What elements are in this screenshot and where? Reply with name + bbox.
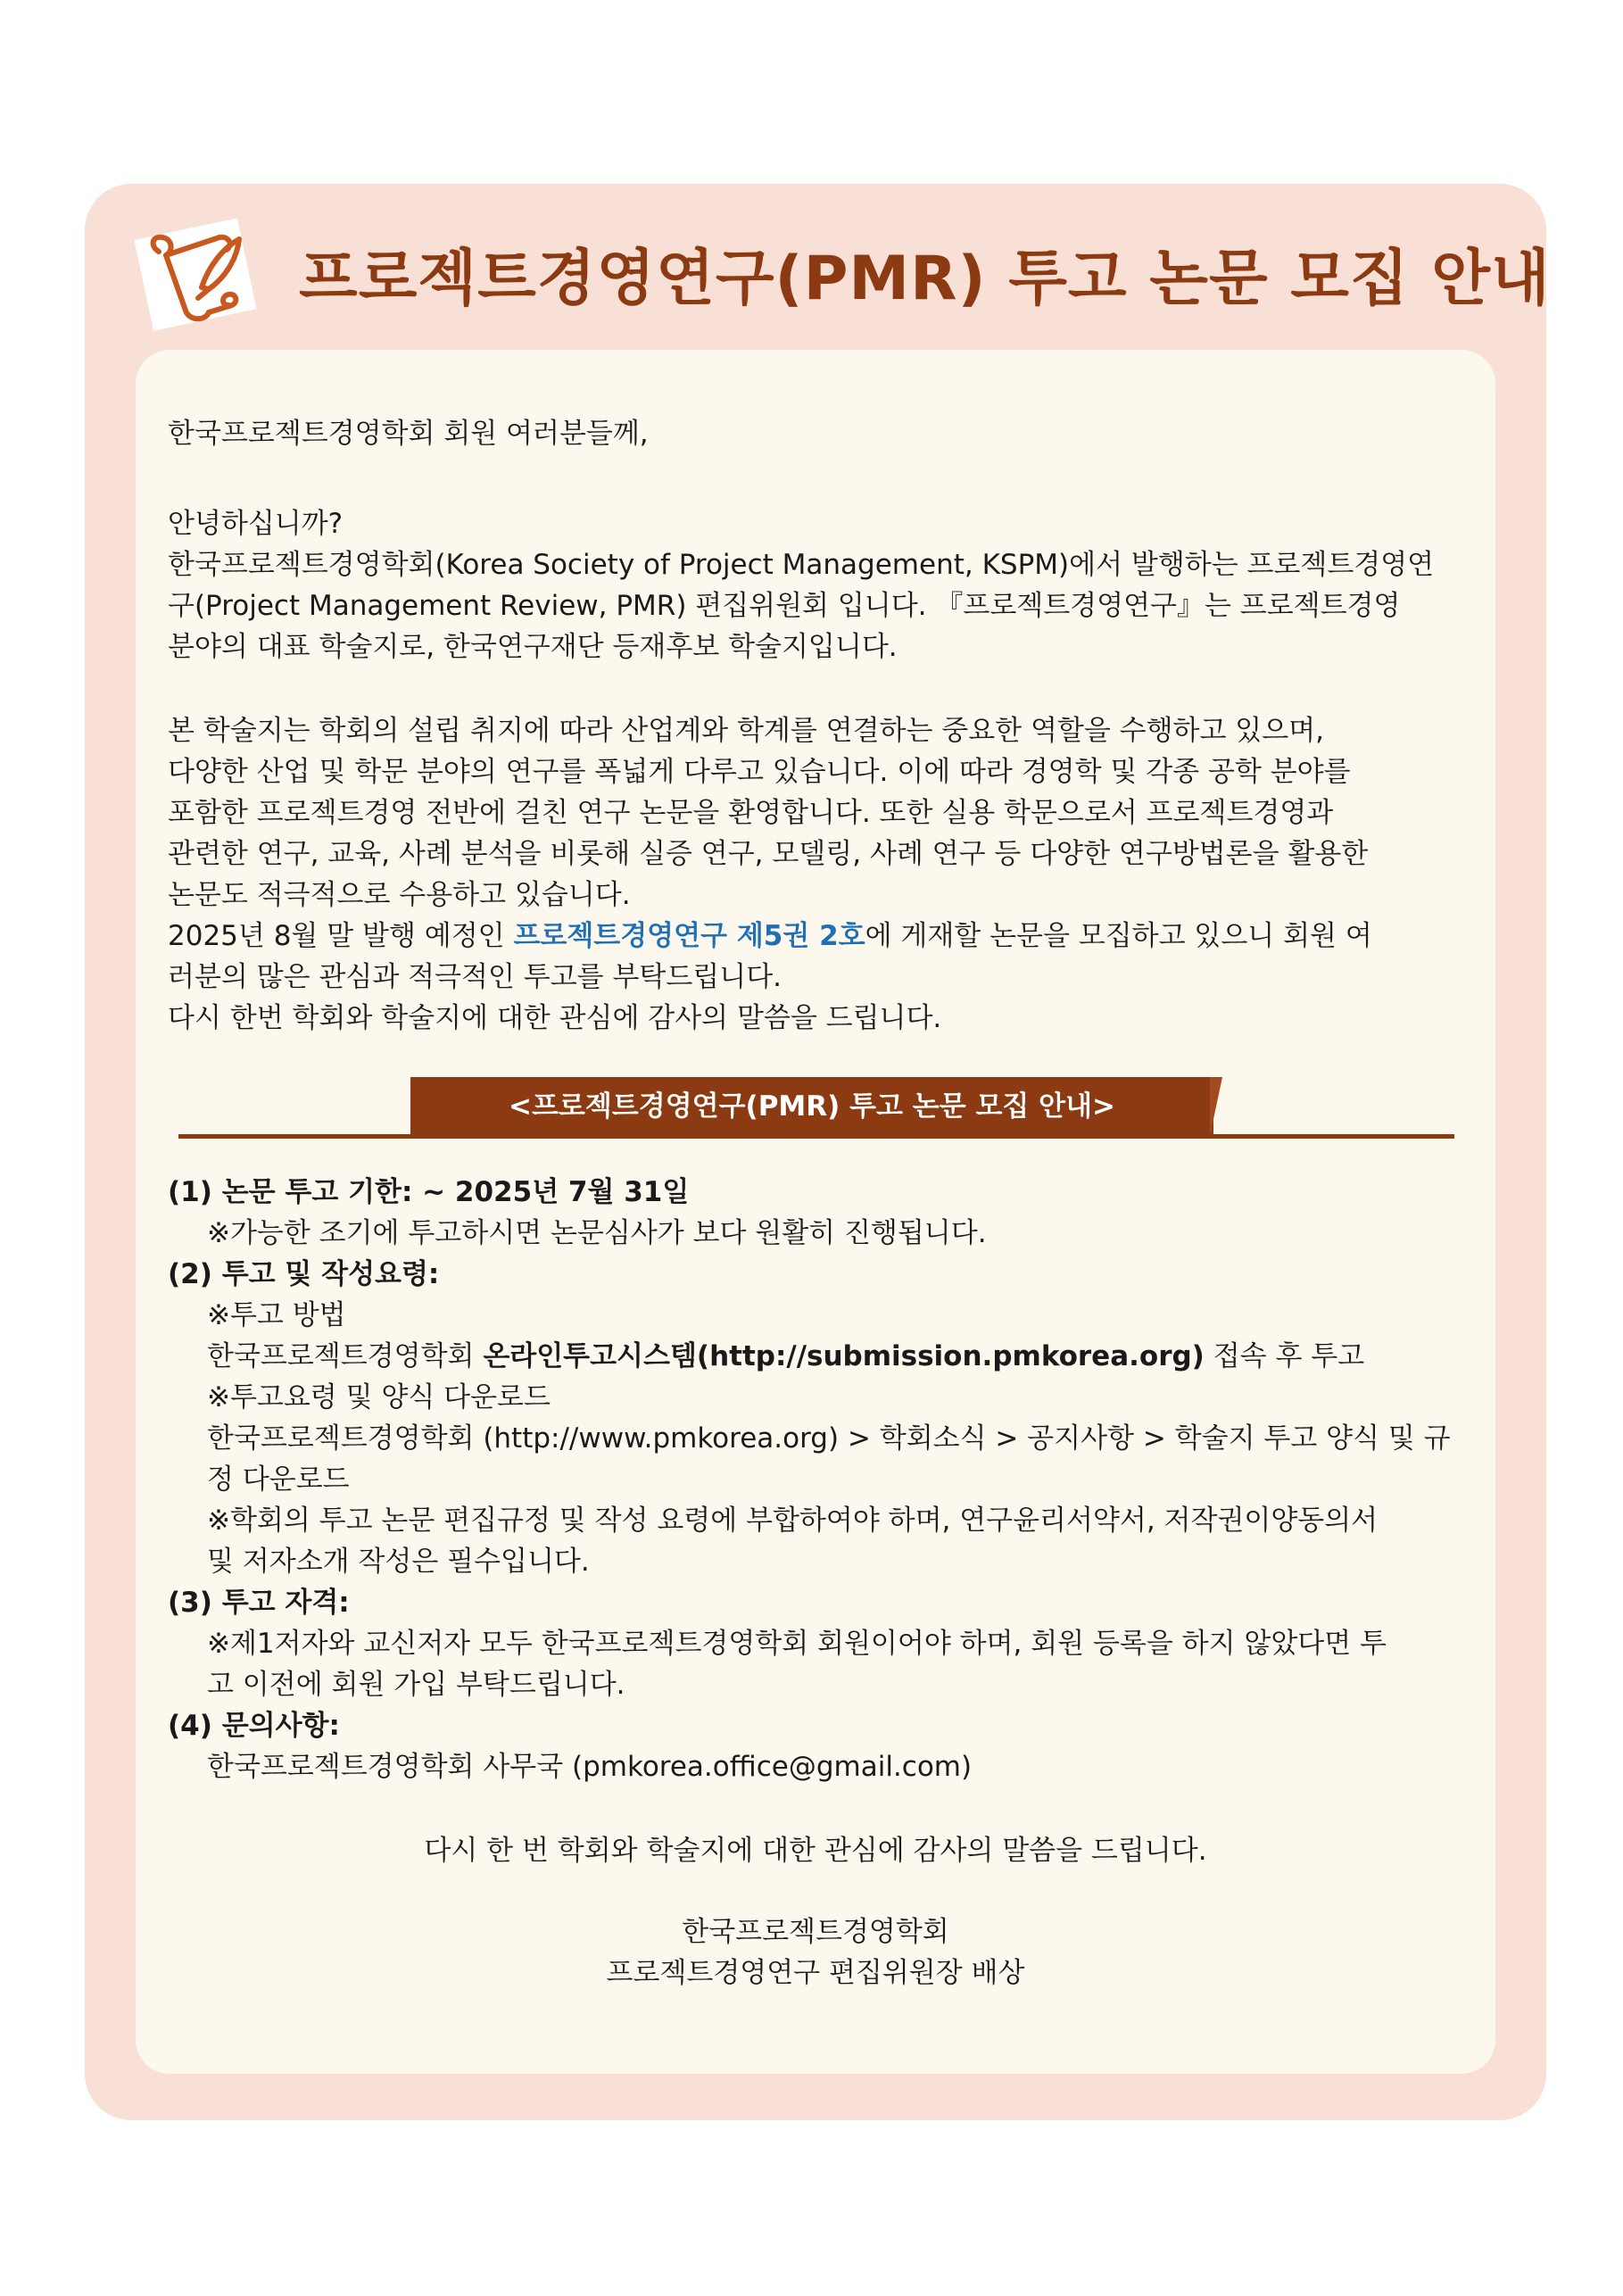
body-line: 다양한 산업 및 학문 분야의 연구를 폭넓게 다루고 있습니다. 이에 따라 경영학 및 각종 공학 분야를: [168, 756, 1351, 788]
intro-line: 한국프로젝트경영학회(Korea Society of Project Management, KSPM)에서 발행하는 프로젝트경영연: [168, 549, 1435, 581]
section-note: ※제1저자와 교신저자 모두 한국프로젝트경영학회 회원이어야 하며, 회원 등록을 하지 않았다면 투: [207, 1628, 1387, 1660]
call-text: 에 게재할 논문을 모집하고 있으니 회원 여: [865, 920, 1372, 952]
scroll-quill-icon: [123, 212, 264, 337]
download-path: 한국프로젝트경영학회 (http://www.pmkorea.org) > 학회소식 > 공지사항 > 학술지 투고 양식 및 규: [207, 1422, 1451, 1455]
page-title: 프로젝트경영연구(PMR) 투고 논문 모집 안내: [299, 244, 1551, 314]
call-line: 러분의 많은 관심과 적극적인 투고를 부탁드립니다.: [168, 961, 782, 993]
intro-line: 안녕하십니까?: [168, 508, 344, 540]
section-note: ※투고요령 및 양식 다운로드: [207, 1381, 551, 1413]
submission-line: [207, 1336, 1364, 1377]
contact-email: 한국프로젝트경영학회 사무국 (pmkorea.office@gmail.com): [207, 1751, 973, 1783]
submission-text: 한국프로젝트경영학회: [207, 1340, 484, 1372]
intro-line: 구(Project Management Review, PMR) 편집위원회 입니다. 『프로젝트경영연구』는 프로젝트경영: [168, 590, 1401, 622]
body-line: 관련한 연구, 교육, 사례 분석을 비롯해 실증 연구, 모델링, 사례 연구 등 다양한 연구방법론을 활용한: [168, 838, 1369, 870]
section-deadline-title: (1) 논문 투고 기한: ~ 2025년 7월 31일: [168, 1176, 690, 1208]
call-text: 2025년 8월 말 발행 예정인: [168, 920, 514, 952]
banner-title: <프로젝트경영연구(PMR) 투고 논문 모집 안내>: [508, 1090, 1116, 1123]
submission-system-link[interactable]: 온라인투고시스템: [483, 1340, 697, 1372]
submission-url-link[interactable]: (http://submission.pmkorea.org): [696, 1340, 1205, 1372]
body-line: 포함한 프로젝트경영 전반에 걸친 연구 논문을 환영합니다. 또한 실용 학문으로서 프로젝트경영과: [168, 797, 1334, 829]
call-line: [168, 916, 1372, 957]
section-guidelines-title: (2) 투고 및 작성요령:: [168, 1258, 440, 1290]
section-note: 및 저자소개 작성은 필수입니다.: [207, 1546, 590, 1578]
section-contact-title: (4) 문의사항:: [168, 1710, 340, 1742]
section-eligibility-title: (3) 투고 자격:: [168, 1587, 350, 1619]
section-note: ※투고 방법: [207, 1299, 346, 1331]
closing-thanks: 다시 한 번 학회와 학술지에 대한 관심에 감사의 말씀을 드립니다.: [424, 1835, 1207, 1867]
closing-signer: 프로젝트경영연구 편집위원장 배상: [606, 1957, 1025, 1989]
intro-line: 분야의 대표 학술지로, 한국연구재단 등재후보 학술지입니다.: [168, 631, 898, 663]
issue-highlight: 프로젝트경영연구 제5권 2호: [513, 920, 865, 952]
call-line: 다시 한번 학회와 학술지에 대한 관심에 감사의 말씀을 드립니다.: [168, 1002, 942, 1034]
section-note: ※학회의 투고 논문 편집규정 및 작성 요령에 부합하여야 하며, 연구윤리서약서, 저작권이양동의서: [207, 1504, 1379, 1537]
section-note: 고 이전에 회원 가입 부탁드립니다.: [207, 1669, 625, 1701]
closing-org: 한국프로젝트경영학회: [682, 1916, 949, 1948]
download-path: 정 다운로드: [207, 1463, 350, 1496]
body-line: 본 학술지는 학회의 설립 취지에 따라 산업계와 학계를 연결하는 중요한 역할을 수행하고 있으며,: [168, 715, 1324, 747]
submission-text: 접속 후 투고: [1204, 1340, 1365, 1372]
section-note: ※가능한 조기에 투고하시면 논문심사가 보다 원활히 진행됩니다.: [207, 1217, 987, 1249]
body-line: 논문도 적극적으로 수용하고 있습니다.: [168, 879, 631, 911]
greeting: 한국프로젝트경영학회 회원 여러분들께,: [168, 418, 649, 450]
